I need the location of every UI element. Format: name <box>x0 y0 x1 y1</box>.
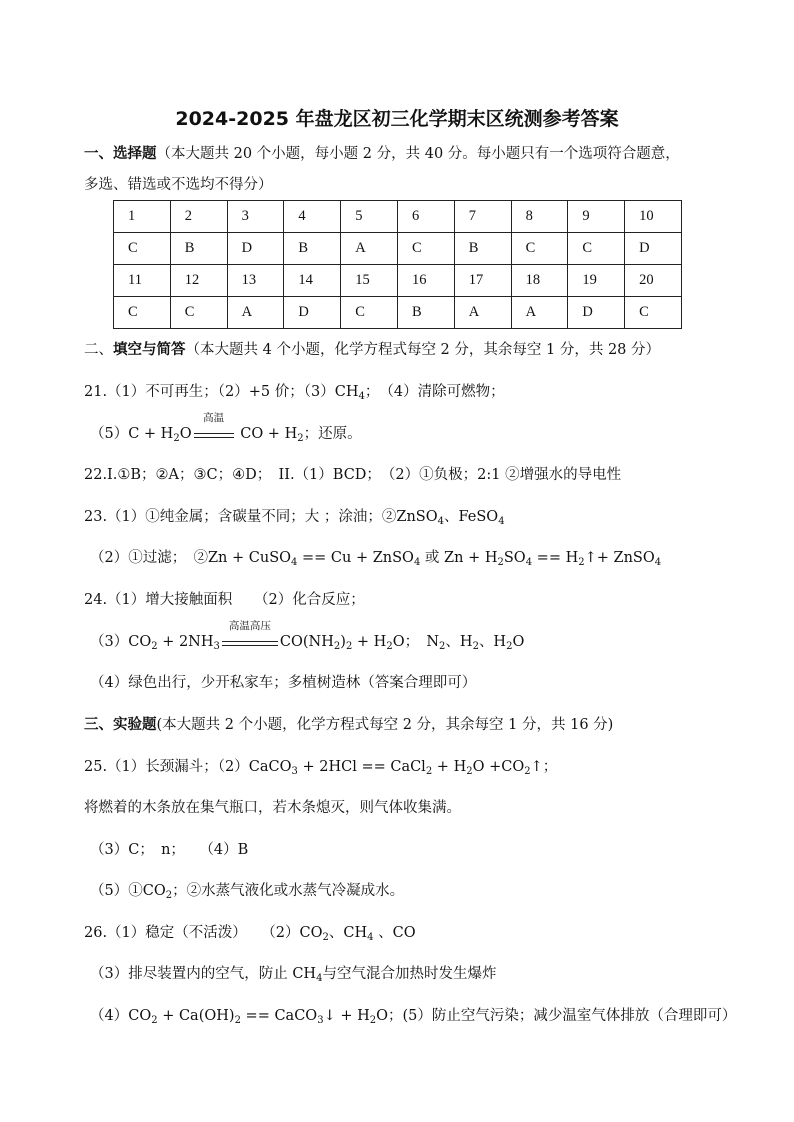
section3-desc: (本大题共 2 个小题，化学方程式每空 2 分，其余每空 1 分，共 16 分) <box>156 717 614 733</box>
q24-line-1: 24.（1）增大接触面积 （2）化合反应； <box>84 592 365 608</box>
section2-heading: 填空与简答 <box>113 342 186 358</box>
section2-intro <box>84 340 660 360</box>
section1-intro <box>84 144 680 164</box>
page-title: 2024-2025 年盘龙区初三化学期末区统测参考答案 <box>175 108 619 130</box>
q25-line-1: 25.（1）长颈漏斗；（2）CaCO$_3$ + 2HCl == CaCl$_2$ + $H_2O$ $+CO_2↑$； <box>84 759 558 777</box>
section3-heading: 三、实验题 <box>84 717 157 733</box>
table-row-answers <box>114 297 682 329</box>
table-cell: 18 <box>511 265 568 297</box>
table-cell: C <box>114 297 171 329</box>
table-cell: D <box>284 297 341 329</box>
section1-desc-2: 多选、错选或不选均不得分） <box>84 177 273 193</box>
section1-heading: 一、选择题 <box>84 146 157 162</box>
equals-sign <box>194 433 234 438</box>
table-cell: C <box>511 233 568 265</box>
table-cell: C <box>341 297 398 329</box>
table-cell: 5 <box>341 201 398 233</box>
table-cell: D <box>625 233 682 265</box>
table-cell: 8 <box>511 201 568 233</box>
table-cell: A <box>341 233 398 265</box>
table-cell: 12 <box>170 265 227 297</box>
table-cell: 2 <box>170 201 227 233</box>
equals-sign <box>222 641 278 646</box>
section3-intro <box>84 715 613 735</box>
table-cell: C <box>114 233 171 265</box>
table-cell: A <box>454 297 511 329</box>
q24-line-2: $(3)CO_2 + 2NH_3$ 高温高压 $CO(NH_2)_2 + H_2O$； $N_2$、$H_2$、$H_2O$ <box>90 620 525 652</box>
table-cell: C <box>625 297 682 329</box>
table-cell: 3 <box>227 201 284 233</box>
q26-line-3: $(4)CO_2 + Ca(OH)_2$ == CaCO$_3$↓ + $H_2O$；(5）防止空气污染；减少温室气体排放（合理即可） <box>90 1008 737 1026</box>
q26-line-1: 26.（1）稳定（不活泼） $(2)CO_2$、$CH_4$ 、CO <box>84 925 416 943</box>
table-row-answers <box>114 233 682 265</box>
q25-line-4: $(5)①CO_2$；②水蒸气液化或水蒸气冷凝成水。 <box>90 883 405 901</box>
table-row-question-numbers <box>114 201 682 233</box>
table-cell: 15 <box>341 265 398 297</box>
q26-line-2: （3）排尽装置内的空气，防止 $CH_4$与空气混合加热时发生爆炸 <box>90 966 497 984</box>
q22-line: 22.I.①B；②A；③C；④D； II.（1）BCD； （2）①负极；2:1 ②增强水的导电性 <box>84 467 622 483</box>
q21-line-2: $(5)C + H_2O$ 高温 CO + $H_2$；还原。 <box>90 412 362 444</box>
table-cell: 11 <box>114 265 171 297</box>
table-cell: C <box>568 233 625 265</box>
table-cell: 7 <box>454 201 511 233</box>
table-cell: 17 <box>454 265 511 297</box>
table-cell: 4 <box>284 201 341 233</box>
table-cell: 20 <box>625 265 682 297</box>
table-cell: C <box>397 233 454 265</box>
section1-desc: （本大题共 20 个小题，每小题 2 分，共 40 分。每小题只有一个选项符合题意， <box>156 146 680 162</box>
table-cell: 9 <box>568 201 625 233</box>
q25-line-3: （3）C； n； （4）B <box>90 842 249 858</box>
table-cell: A <box>511 297 568 329</box>
table-cell: D <box>568 297 625 329</box>
q23-line-1: 23.（1）①纯金属；含碳量不同；大 ；涂油；②ZnSO$_4$、FeSO$_4$ <box>84 509 505 527</box>
table-row-question-numbers <box>114 265 682 297</box>
table-cell: 14 <box>284 265 341 297</box>
answer-table <box>113 200 682 329</box>
table-cell: 13 <box>227 265 284 297</box>
table-cell: B <box>170 233 227 265</box>
q25-line-2: 将燃着的木条放在集气瓶口，若木条熄灭，则气体收集满。 <box>84 800 461 816</box>
table-cell: B <box>454 233 511 265</box>
table-cell: D <box>227 233 284 265</box>
table-cell: 16 <box>397 265 454 297</box>
section2-prefix: 二、 <box>84 342 113 358</box>
table-cell: 19 <box>568 265 625 297</box>
q21-line-1: 21.（1）不可再生；（2）+5 价；$(3)CH_4$； （4）清除可燃物； <box>84 384 505 402</box>
table-cell: C <box>170 297 227 329</box>
section2-desc: （本大题共 4 个小题，化学方程式每空 2 分，其余每空 1 分，共 28 分） <box>185 342 660 358</box>
q23-line-2: （2）①过滤； ②Zn + CuSO$_4$ == Cu + ZnSO$_4$ 或 $Zn + H_2SO_4$ == $H_2↑+$ ZnSO$_4$ <box>90 550 662 568</box>
table-cell: 1 <box>114 201 171 233</box>
table-cell: A <box>227 297 284 329</box>
q24-line-3: （4）绿色出行，少开私家车；多植树造林（答案合理即可） <box>90 675 477 691</box>
table-cell: 6 <box>397 201 454 233</box>
table-cell: B <box>284 233 341 265</box>
table-cell: 10 <box>625 201 682 233</box>
reaction-condition: 高温高压 <box>222 633 278 646</box>
table-cell: B <box>397 297 454 329</box>
reaction-condition: 高温 <box>194 425 234 438</box>
